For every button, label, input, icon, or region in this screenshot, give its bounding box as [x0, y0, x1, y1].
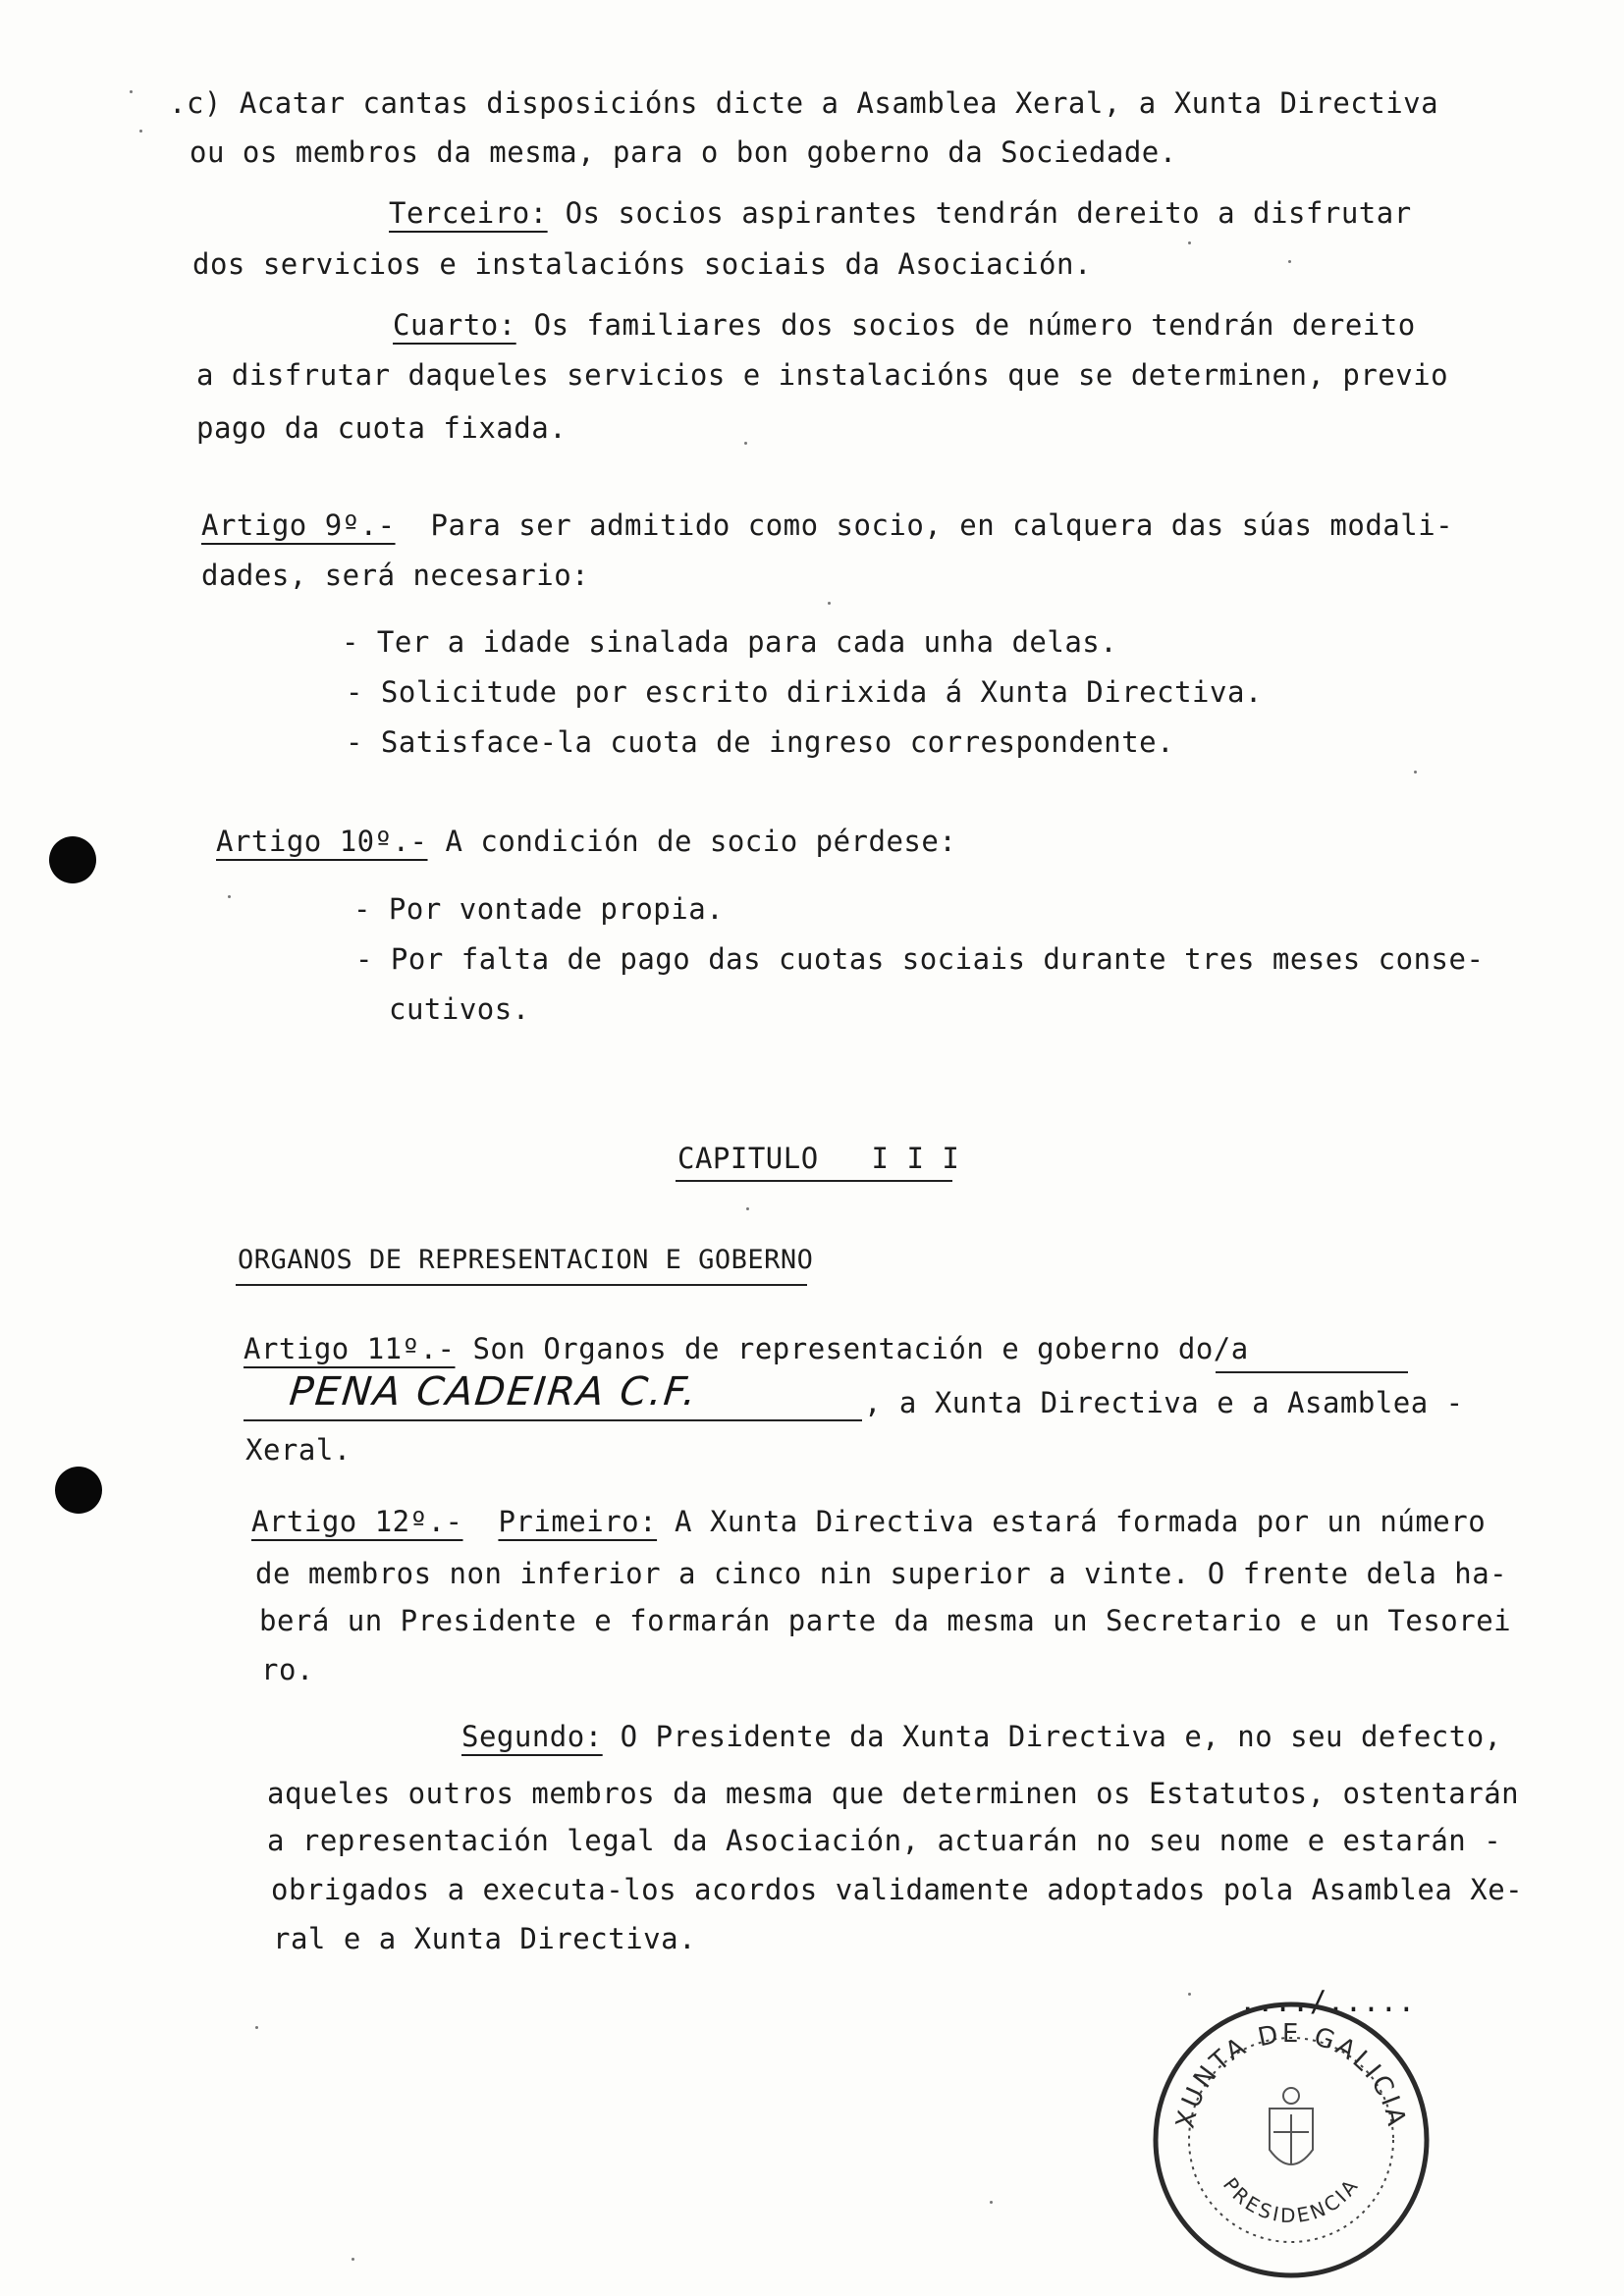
cuarto-line-2: a disfrutar daqueles servicios e instalacións que se determinen, previo: [196, 358, 1449, 392]
article-8c-line-2: ou os membros da mesma, para o bon goberno da Sociedade.: [189, 135, 1177, 169]
primeiro-label: Primeiro:: [498, 1505, 658, 1538]
scan-speck: [1188, 241, 1191, 244]
official-stamp: [1144, 1993, 1438, 2287]
article-9-item: - Solicitude por escrito dirixida á Xunta Directiva.: [346, 675, 1263, 709]
stamp-bottom-text: PRESIDENCIA: [1218, 2172, 1365, 2228]
chapter-title-underline: [676, 1180, 952, 1182]
stamp-top-text: XUNTA DE GALICIA: [1170, 2018, 1412, 2131]
article-10-item: - Por vontade propia.: [353, 892, 725, 926]
primeiro-line: de membros non inferior a cinco nin superior a vinte. O frente dela ha-: [255, 1557, 1508, 1590]
terceiro-label: Terceiro:: [389, 196, 548, 230]
article-11-line-3: Xeral.: [245, 1433, 352, 1467]
chapter-subtitle-underline: [236, 1284, 807, 1286]
scan-speck: [1414, 771, 1417, 774]
segundo-line: a representación legal da Asociación, actuarán no seu nome e estarán -: [267, 1824, 1502, 1857]
article-8c-line-1: .c) Acatar cantas disposicións dicte a Asamblea Xeral, a Xunta Directiva: [169, 86, 1439, 120]
article-9-line-2: dades, será necesario:: [201, 559, 590, 592]
scan-speck: [352, 2258, 354, 2261]
article-10-item: cutivos.: [389, 992, 530, 1026]
scan-speck: [130, 90, 133, 93]
segundo-text: O Presidente da Xunta Directiva e, no seu defecto,: [602, 1720, 1502, 1753]
segundo-line: aqueles outros membros da mesma que determinen os Estatutos, ostentarán: [267, 1777, 1520, 1810]
club-name-fill-line: [244, 1419, 862, 1421]
chapter-subtitle: ORGANOS DE REPRESENTACION E GOBERNO: [238, 1245, 814, 1275]
segundo-label: Segundo:: [461, 1720, 603, 1753]
scan-speck: [746, 1207, 749, 1210]
scan-speck: [990, 2201, 993, 2204]
svg-text:PRESIDENCIA: [1218, 2173, 1364, 2227]
cuarto-text: Os familiares dos socios de número tendrán dereito: [515, 308, 1416, 342]
terceiro-line-1: [389, 196, 1412, 230]
article-11-text: Son Organos de representación e goberno do/a: [455, 1332, 1249, 1365]
punch-hole-lower: [55, 1467, 102, 1514]
cuarto-label: Cuarto:: [393, 308, 516, 342]
article-9-item: - Satisface-la cuota de ingreso correspondente.: [346, 725, 1175, 759]
continuation-marker: ..../.....: [1239, 1985, 1416, 2018]
club-name-handwritten: PENA CADEIRA C.F.: [287, 1369, 701, 1415]
segundo-line-1: [461, 1720, 1502, 1753]
scan-speck: [139, 130, 142, 133]
terceiro-line-2: dos servicios e instalacións sociais da Asociación.: [192, 247, 1092, 281]
article-9-label: Artigo 9º.-: [201, 508, 396, 542]
article-11-line-2: , a Xunta Directiva e a Asamblea -: [864, 1386, 1464, 1419]
article-9-item: - Ter a idade sinalada para cada unha delas.: [342, 625, 1118, 659]
stamp-emblem: [1270, 2088, 1313, 2164]
article-10-text: A condición de socio pérdese:: [427, 825, 957, 858]
scan-speck: [1288, 260, 1291, 263]
scan-speck: [744, 442, 747, 445]
article-11-line-1: [244, 1332, 1249, 1365]
cuarto-line-1: [393, 308, 1416, 342]
primeiro-text: A Xunta Directiva estará formada por un número: [657, 1505, 1487, 1538]
article-9-text: Para ser admitido como socio, en calquera das súas modali-: [395, 508, 1454, 542]
article-9-line-1: [201, 508, 1453, 542]
punch-hole-upper: [49, 836, 96, 883]
primeiro-line: ro.: [261, 1653, 314, 1686]
chapter-title: CAPITULO I I I: [677, 1142, 960, 1175]
terceiro-text: Os socios aspirantes tendrán dereito a disfrutar: [547, 196, 1412, 230]
scan-speck: [228, 895, 231, 898]
article-10-label: Artigo 10º.-: [216, 825, 428, 858]
article-11-label: Artigo 11º.-: [244, 1332, 456, 1365]
article-12-label: Artigo 12º.-: [251, 1505, 463, 1538]
article-12-line-1: [251, 1505, 1486, 1538]
article-10-item: - Por falta de pago das cuotas sociais durante tres meses conse-: [355, 942, 1485, 976]
article-11-blank-line: [1216, 1371, 1408, 1373]
scan-speck: [828, 602, 831, 605]
cuarto-line-3: pago da cuota fixada.: [196, 411, 568, 445]
article-10-line-1: [216, 825, 956, 858]
segundo-line: ral e a Xunta Directiva.: [273, 1922, 697, 1955]
scan-speck: [255, 2026, 258, 2029]
segundo-line: obrigados a executa-los acordos validamente adoptados pola Asamblea Xe-: [271, 1873, 1524, 1906]
primeiro-line: berá un Presidente e formarán parte da mesma un Secretario e un Tesorei: [259, 1604, 1512, 1637]
